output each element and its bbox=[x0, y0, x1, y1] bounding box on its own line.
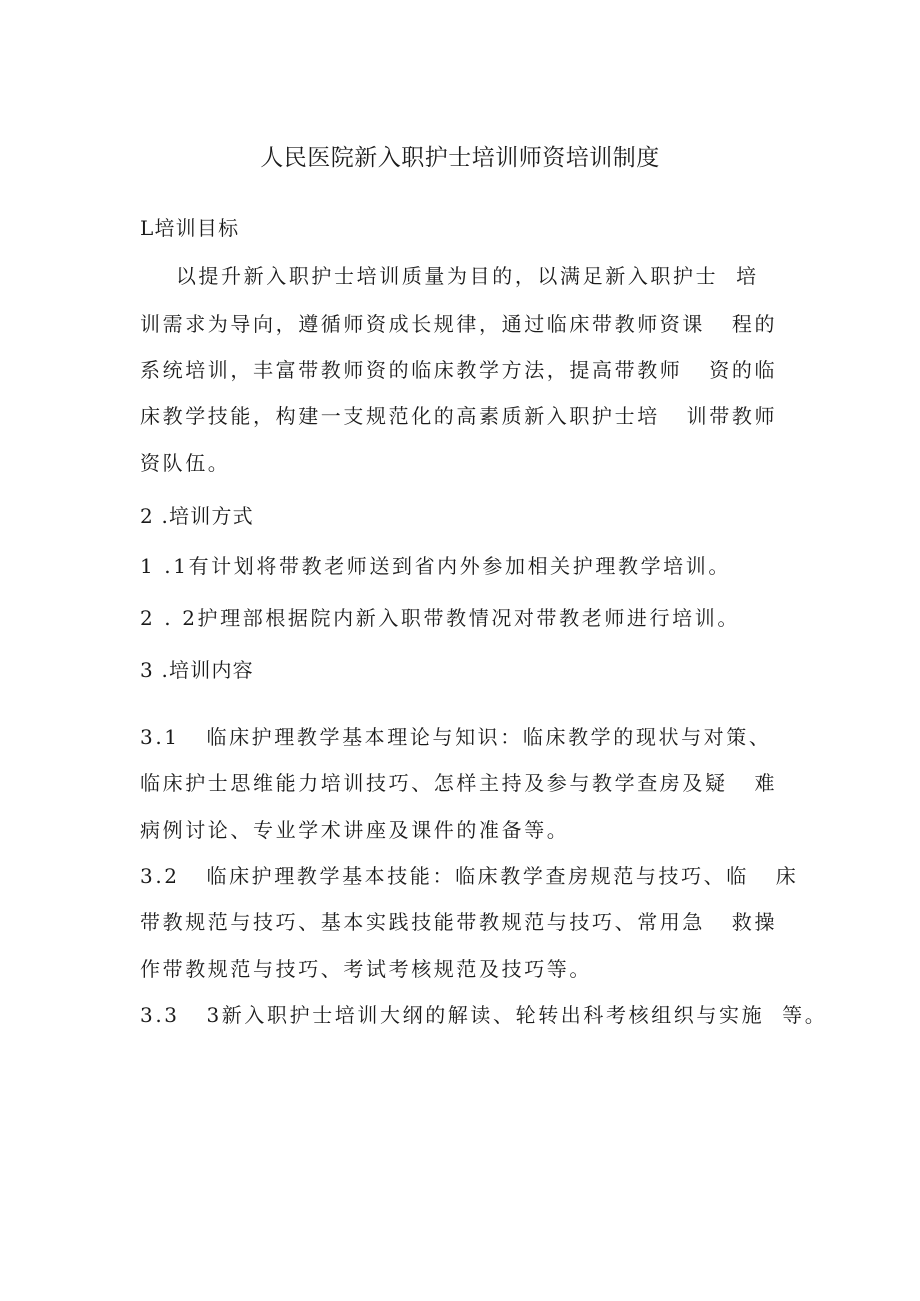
section-heading-training-goal: L培训目标 bbox=[140, 216, 240, 240]
paragraph-line: 床教学技能，构建一支规范化的高素质新入职护士培 训带教师 bbox=[140, 404, 778, 428]
paragraph-line: 病例讨论、专业学术讲座及课件的准备等。 bbox=[140, 818, 570, 842]
list-item: 1 .1有计划将带教老师送到省内外参加相关护理教学培训。 bbox=[140, 554, 731, 578]
list-item: 2 . 2护理部根据院内新入职带教情况对带教老师进行培训。 bbox=[140, 606, 740, 630]
paragraph-line: 3.3 3新入职护士培训大纲的解读、轮转出科考核组织与实施 等。 bbox=[140, 1003, 828, 1027]
section-heading-training-method: 2 .培训方式 bbox=[140, 504, 254, 528]
paragraph-line: 3.2 临床护理教学基本技能：临床教学查房规范与技巧、临 床 bbox=[140, 864, 799, 888]
paragraph-line: 资队伍。 bbox=[140, 451, 231, 475]
paragraph-line: 3.1 临床护理教学基本理论与知识：临床教学的现状与对策、 bbox=[140, 725, 772, 749]
paragraph-line: 带教规范与技巧、基本实践技能带教规范与技巧、常用急 救操 bbox=[140, 910, 778, 934]
document-title: 人民医院新入职护士培训师资培训制度 bbox=[260, 145, 660, 171]
section-heading-training-content: 3 .培训内容 bbox=[140, 658, 254, 682]
paragraph-line: 系统培训，丰富带教师资的临床教学方法，提高带教师 资的临 bbox=[140, 358, 778, 382]
paragraph-line: 作带教规范与技巧、考试考核规范及技巧等。 bbox=[140, 957, 592, 981]
paragraph-line: 以提升新入职护士培训质量为目的，以满足新入职护士 培 bbox=[140, 264, 759, 288]
paragraph-line: 临床护士思维能力培训技巧、怎样主持及参与教学查房及疑 难 bbox=[140, 771, 778, 795]
paragraph-line: 训需求为导向，遵循师资成长规律，通过临床带教师资课 程的 bbox=[140, 312, 778, 336]
